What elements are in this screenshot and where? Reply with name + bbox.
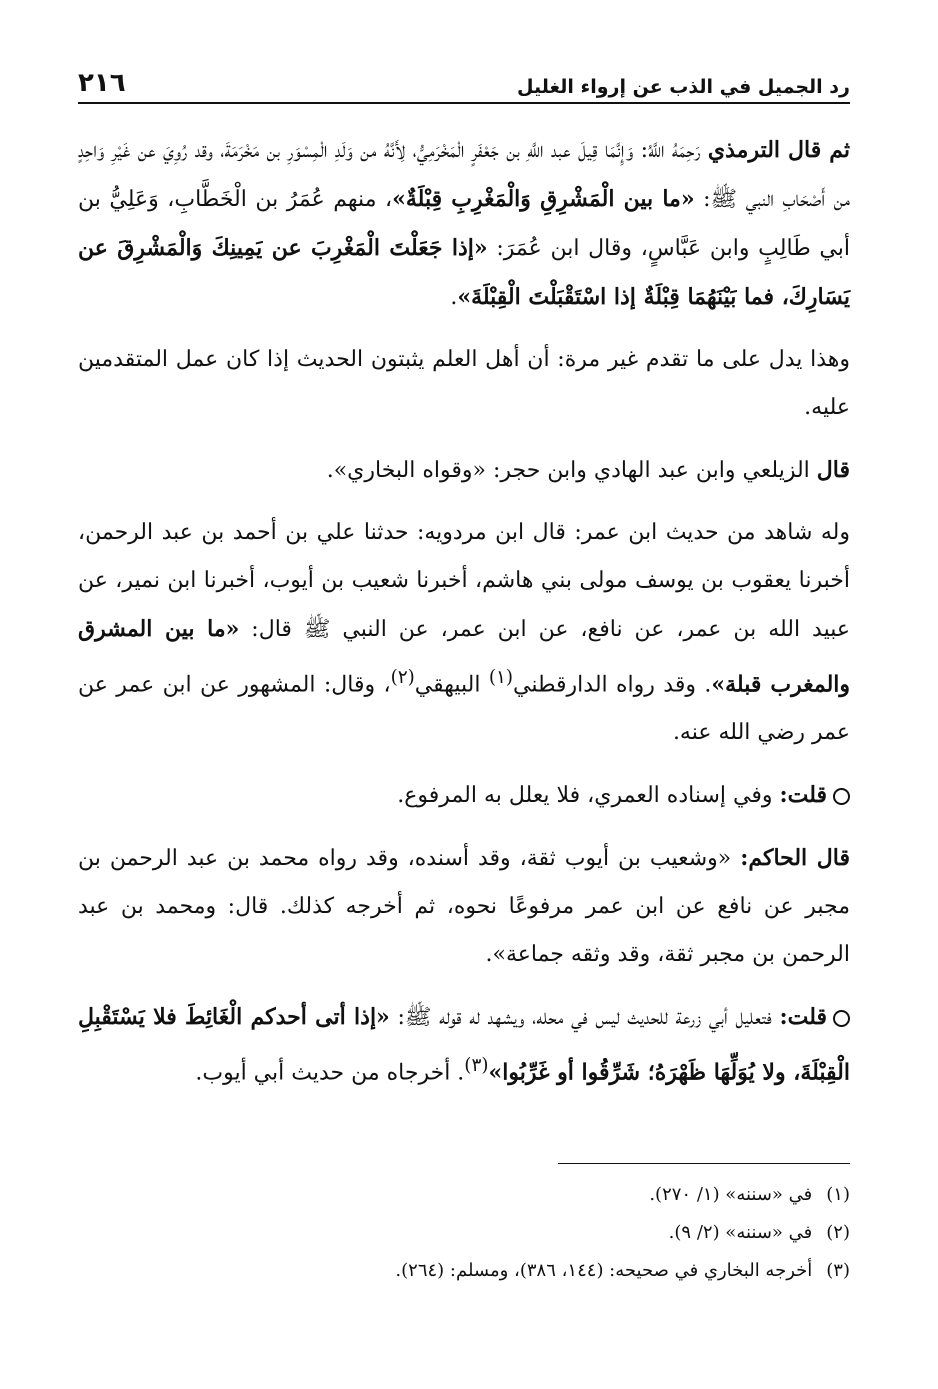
footnote-text: في «سننه» (١/ ٢٧٠). xyxy=(649,1184,813,1205)
paragraph-4 xyxy=(78,509,850,757)
footnote-number: (٢) xyxy=(826,1222,850,1243)
paragraph-text: فتعليل أبي زرعة للحديث ليس في محله، ويشهد له قوله ﷺ: xyxy=(389,1005,780,1031)
footnote-ref[interactable]: (٣) xyxy=(464,1055,489,1077)
page-number: ٢١٦ xyxy=(78,68,126,98)
footnote-rule xyxy=(558,1163,850,1164)
footnote-text: في «سننه» (٢/ ٩). xyxy=(668,1222,813,1243)
footnote-3 xyxy=(78,1252,850,1290)
header-rule xyxy=(78,102,850,104)
paragraph-2: وهذا يدل على ما تقدم غير مرة: أن أهل العلم يثبتون الحديث إذا كان عمل المتقدمين عليه. xyxy=(78,347,850,420)
footnote-ref[interactable]: (١) xyxy=(488,667,514,688)
hadith-quote: «إذا أتى أحدكم الْغَائِطَ فلا يَسْتَقْبِلِ الْقِبْلَةَ، ولا يُوَلِّهَا ظَهْرَهُ؛ شَرِّقُوا أو غَرِّبُوا» xyxy=(78,1004,850,1086)
circle-bullet-icon xyxy=(833,788,850,805)
footnote-2 xyxy=(78,1214,850,1252)
paragraph-lead: قال الحاكم: xyxy=(740,845,850,872)
paragraph-text: . وقد رواه الدارقطني xyxy=(513,672,712,698)
paragraph-6 xyxy=(78,834,850,979)
footnotes xyxy=(78,1176,850,1290)
book-page xyxy=(78,48,850,1368)
paragraph-text: . أخرجاه من حديث أبي أيوب. xyxy=(195,1060,465,1086)
paragraph-text: ، منهم عُمَرُ بن الْخَطَّابِ، وَعَلِيُّ بن أبي طَالِبٍ وابن عَبَّاسٍ، وقال ابن عُمَرَ: xyxy=(78,187,850,261)
footnote-text: أخرجه البخاري في صحيحه: (١٤٤، ٣٨٦)، ومسلم: (٢٦٤). xyxy=(395,1260,813,1281)
paragraph-text: الزيلعي وابن عبد الهادي وابن حجر: «وقواه البخاري». xyxy=(326,458,817,483)
page-header xyxy=(78,58,850,98)
paragraph-text: وفي إسناده العمري، فلا يعلل به المرفوع. xyxy=(397,783,780,809)
hadith-quote: «ما بين الْمَشْرِقِ وَالْمَغْرِبِ قِبْلَةٌ» xyxy=(392,186,695,212)
paragraph-text: وله شاهد من حديث ابن عمر: قال ابن مردويه: حدثنا علي بن أحمد بن عبد الرحمن، أخبرنا يعقوب بن يوسف مولى بني هاشم، أخبرنا شعيب بن أيوب، أخبرنا ابن نمير، عن عبيد الله بن عمر، عن نافع، عن ابن عمر، عن النبي ﷺ قال: xyxy=(78,520,850,642)
paragraph-lead: ثم قال الترمذي xyxy=(707,137,850,163)
paragraph-text: . xyxy=(450,285,458,310)
footnote-number: (٣) xyxy=(826,1260,850,1281)
footnote-1 xyxy=(78,1176,850,1214)
paragraph-7 xyxy=(78,993,850,1097)
footnote-ref[interactable]: (٢) xyxy=(390,667,415,688)
paragraph-3 xyxy=(78,446,850,495)
paragraph-lead: قلت: xyxy=(779,1004,827,1031)
paragraph-text: رَحِمَهُ اللَّهُ: وَإِنَّمَا قِيلَ عبد اللَّهِ بن جَعْفَرٍ الْمَخْرَمِيُّ، لِأَنَّهُ من وَلَدِ الْمِسْوَرِ بن مَخْرَمَةَ، وقد رُوِيَ عن غَيْرِ وَاحِدٍ من أَصْحَابِ النبي ﷺ: xyxy=(78,138,850,212)
paragraph-lead: قال xyxy=(816,457,850,483)
paragraph-text: البيهقي xyxy=(414,672,489,698)
hadith-quote: «ما بين المشرق والمغرب قبلة» xyxy=(78,616,851,698)
running-title: رد الجميل في الذب عن إرواء الغليل xyxy=(517,76,850,98)
paragraph-lead: قلت: xyxy=(779,782,827,809)
paragraph-text: «وشعيب بن أيوب ثقة، وقد أسنده، وقد رواه محمد بن عبد الرحمن بن مجبر عن نافع عن ابن عمر مرفوعًا نحوه، ثم أخرجه كذلك. قال: ومحمد بن عبد الرحمن بن مجبر ثقة، وقد وثقه جماعة». xyxy=(78,846,850,968)
paragraph-text: ، وقال: المشهور عن ابن عمر عن عمر رضي الله عنه. xyxy=(78,672,850,746)
body-text xyxy=(78,126,850,1112)
paragraph-5 xyxy=(78,771,850,820)
circle-bullet-icon xyxy=(833,1010,850,1027)
paragraph-1 xyxy=(78,126,850,322)
footnote-number: (١) xyxy=(826,1184,850,1205)
hadith-quote: «إذا جَعَلْتَ الْمَغْرِبَ عن يَمِينِكَ وَالْمَشْرِقَ عن يَسَارِكَ، فما بَيْنَهُمَا قِبْلَةٌ إذا اسْتَقْبَلْتَ الْقِبْلَةَ» xyxy=(78,235,850,310)
